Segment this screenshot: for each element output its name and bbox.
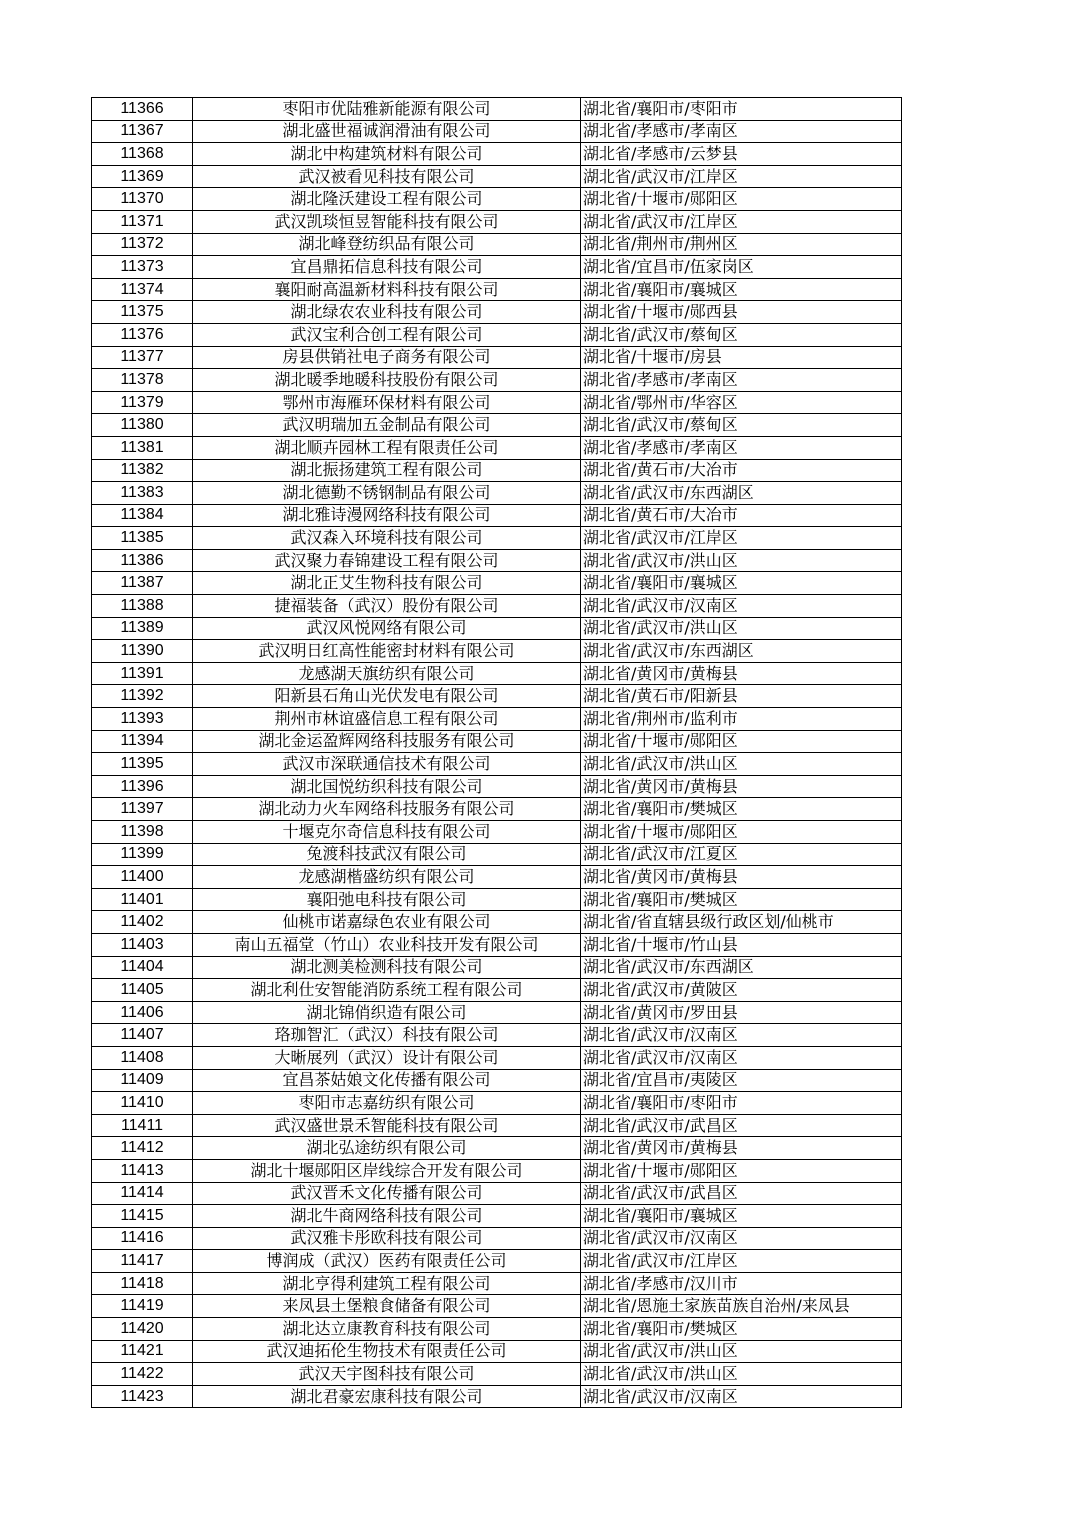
region-cell: 湖北省/孝感市/汉川市 (581, 1272, 902, 1295)
row-number-cell: 11379 (92, 391, 193, 414)
table-row (92, 165, 902, 188)
row-number-cell: 11410 (92, 1092, 193, 1115)
table-row (92, 1092, 902, 1115)
table-row (92, 143, 902, 166)
table-row (92, 933, 902, 956)
table-row (92, 572, 902, 595)
table-row (92, 1046, 902, 1069)
table-row (92, 1069, 902, 1092)
region-cell: 湖北省/黄冈市/黄梅县 (581, 775, 902, 798)
row-number-cell: 11412 (92, 1137, 193, 1160)
row-number-cell: 11404 (92, 956, 193, 979)
table-row (92, 685, 902, 708)
table-row (92, 256, 902, 279)
table-row (92, 1001, 902, 1024)
table-row (92, 1340, 902, 1363)
region-cell: 湖北省/武汉市/汉南区 (581, 1385, 902, 1408)
region-cell: 湖北省/黄冈市/黄梅县 (581, 1137, 902, 1160)
row-number-cell: 11408 (92, 1046, 193, 1069)
company-name-cell: 枣阳市志嘉纺织有限公司 (193, 1092, 581, 1115)
region-cell: 湖北省/武汉市/武昌区 (581, 1114, 902, 1137)
table-row (92, 1205, 902, 1228)
table-row (92, 233, 902, 256)
table-row (92, 1385, 902, 1408)
row-number-cell: 11423 (92, 1385, 193, 1408)
region-cell: 湖北省/襄阳市/襄城区 (581, 572, 902, 595)
region-cell: 湖北省/孝感市/云梦县 (581, 143, 902, 166)
table-row (92, 979, 902, 1002)
region-cell: 湖北省/十堰市/竹山县 (581, 933, 902, 956)
company-name-cell: 湖北锦俏织造有限公司 (193, 1001, 581, 1024)
row-number-cell: 11374 (92, 278, 193, 301)
table-row (92, 482, 902, 505)
row-number-cell: 11399 (92, 843, 193, 866)
region-cell: 湖北省/武汉市/东西湖区 (581, 640, 902, 663)
company-name-cell: 武汉被看见科技有限公司 (193, 165, 581, 188)
row-number-cell: 11386 (92, 549, 193, 572)
table-row (92, 753, 902, 776)
company-name-cell: 武汉风悦网络有限公司 (193, 617, 581, 640)
row-number-cell: 11377 (92, 346, 193, 369)
company-name-cell: 湖北中构建筑材料有限公司 (193, 143, 581, 166)
table-row (92, 346, 902, 369)
company-name-cell: 荆州市林谊盛信息工程有限公司 (193, 708, 581, 731)
region-cell: 湖北省/十堰市/房县 (581, 346, 902, 369)
table-row (92, 640, 902, 663)
company-name-cell: 湖北隆沃建设工程有限公司 (193, 188, 581, 211)
table-row (92, 323, 902, 346)
row-number-cell: 11419 (92, 1295, 193, 1318)
table-row (92, 301, 902, 324)
region-cell: 湖北省/武汉市/汉南区 (581, 1227, 902, 1250)
company-name-cell: 湖北弘途纺织有限公司 (193, 1137, 581, 1160)
row-number-cell: 11405 (92, 979, 193, 1002)
row-number-cell: 11372 (92, 233, 193, 256)
company-name-cell: 阳新县石角山光伏发电有限公司 (193, 685, 581, 708)
table-row (92, 369, 902, 392)
row-number-cell: 11384 (92, 504, 193, 527)
table-row (92, 459, 902, 482)
company-name-cell: 鄂州市海雁环保材料有限公司 (193, 391, 581, 414)
table-row (92, 798, 902, 821)
region-cell: 湖北省/襄阳市/樊城区 (581, 1318, 902, 1341)
row-number-cell: 11422 (92, 1363, 193, 1386)
company-name-cell: 博润成（武汉）医药有限责任公司 (193, 1250, 581, 1273)
row-number-cell: 11371 (92, 210, 193, 233)
region-cell: 湖北省/襄阳市/樊城区 (581, 888, 902, 911)
table-row (92, 1227, 902, 1250)
row-number-cell: 11370 (92, 188, 193, 211)
region-cell: 湖北省/荆州市/荆州区 (581, 233, 902, 256)
table-row (92, 98, 902, 121)
company-name-cell: 湖北十堰郧阳区岸线综合开发有限公司 (193, 1159, 581, 1182)
row-number-cell: 11398 (92, 821, 193, 844)
region-cell: 湖北省/孝感市/孝南区 (581, 369, 902, 392)
company-name-cell: 兔渡科技武汉有限公司 (193, 843, 581, 866)
table-row (92, 210, 902, 233)
table-row (92, 821, 902, 844)
row-number-cell: 11381 (92, 436, 193, 459)
company-name-cell: 珞珈智汇（武汉）科技有限公司 (193, 1024, 581, 1047)
region-cell: 湖北省/鄂州市/华容区 (581, 391, 902, 414)
table-row (92, 911, 902, 934)
company-name-cell: 来凤县土堡粮食储备有限公司 (193, 1295, 581, 1318)
region-cell: 湖北省/武汉市/汉南区 (581, 1024, 902, 1047)
company-name-cell: 湖北测美检测科技有限公司 (193, 956, 581, 979)
region-cell: 湖北省/宜昌市/伍家岗区 (581, 256, 902, 279)
region-cell: 湖北省/武汉市/洪山区 (581, 549, 902, 572)
company-name-cell: 湖北牛商网络科技有限公司 (193, 1205, 581, 1228)
row-number-cell: 11409 (92, 1069, 193, 1092)
row-number-cell: 11406 (92, 1001, 193, 1024)
region-cell: 湖北省/武汉市/洪山区 (581, 617, 902, 640)
row-number-cell: 11420 (92, 1318, 193, 1341)
company-name-cell: 湖北正艾生物科技有限公司 (193, 572, 581, 595)
company-name-cell: 湖北雅诗漫网络科技有限公司 (193, 504, 581, 527)
region-cell: 湖北省/武汉市/武昌区 (581, 1182, 902, 1205)
row-number-cell: 11403 (92, 933, 193, 956)
company-name-cell: 武汉盛世景禾智能科技有限公司 (193, 1114, 581, 1137)
company-name-cell: 武汉天宇图科技有限公司 (193, 1363, 581, 1386)
table-row (92, 866, 902, 889)
table-row (92, 278, 902, 301)
table-row (92, 391, 902, 414)
company-name-cell: 武汉迪拓伦生物技术有限责任公司 (193, 1340, 581, 1363)
region-cell: 湖北省/武汉市/江岸区 (581, 165, 902, 188)
region-cell: 湖北省/十堰市/郧阳区 (581, 188, 902, 211)
company-name-cell: 捷福装备（武汉）股份有限公司 (193, 595, 581, 618)
company-name-cell: 湖北亨得利建筑工程有限公司 (193, 1272, 581, 1295)
table-row (92, 775, 902, 798)
region-cell: 湖北省/省直辖县级行政区划/仙桃市 (581, 911, 902, 934)
table-row (92, 617, 902, 640)
company-name-cell: 武汉森入环境科技有限公司 (193, 527, 581, 550)
region-cell: 湖北省/襄阳市/襄城区 (581, 278, 902, 301)
row-number-cell: 11383 (92, 482, 193, 505)
table-row (92, 843, 902, 866)
table-row (92, 504, 902, 527)
company-name-cell: 湖北振扬建筑工程有限公司 (193, 459, 581, 482)
region-cell: 湖北省/黄冈市/黄梅县 (581, 662, 902, 685)
region-cell: 湖北省/黄冈市/罗田县 (581, 1001, 902, 1024)
row-number-cell: 11375 (92, 301, 193, 324)
row-number-cell: 11382 (92, 459, 193, 482)
region-cell: 湖北省/黄石市/阳新县 (581, 685, 902, 708)
table-row (92, 595, 902, 618)
table-row (92, 188, 902, 211)
row-number-cell: 11400 (92, 866, 193, 889)
table-row (92, 1272, 902, 1295)
region-cell: 湖北省/宜昌市/夷陵区 (581, 1069, 902, 1092)
region-cell: 湖北省/襄阳市/枣阳市 (581, 98, 902, 121)
table-row (92, 1363, 902, 1386)
row-number-cell: 11416 (92, 1227, 193, 1250)
company-name-cell: 湖北德勤不锈钢制品有限公司 (193, 482, 581, 505)
row-number-cell: 11393 (92, 708, 193, 731)
company-name-cell: 房县供销社电子商务有限公司 (193, 346, 581, 369)
company-name-cell: 武汉凯琰恒昱智能科技有限公司 (193, 210, 581, 233)
company-name-cell: 武汉雅卡彤欧科技有限公司 (193, 1227, 581, 1250)
table-row (92, 1250, 902, 1273)
table-row (92, 888, 902, 911)
company-name-cell: 宜昌鼎拓信息科技有限公司 (193, 256, 581, 279)
row-number-cell: 11390 (92, 640, 193, 663)
region-cell: 湖北省/武汉市/洪山区 (581, 753, 902, 776)
table-row (92, 956, 902, 979)
company-name-cell: 龙感湖天旗纺织有限公司 (193, 662, 581, 685)
company-name-cell: 武汉聚力春锦建设工程有限公司 (193, 549, 581, 572)
row-number-cell: 11376 (92, 323, 193, 346)
row-number-cell: 11413 (92, 1159, 193, 1182)
region-cell: 湖北省/荆州市/监利市 (581, 708, 902, 731)
row-number-cell: 11392 (92, 685, 193, 708)
region-cell: 湖北省/武汉市/蔡甸区 (581, 414, 902, 437)
company-list-table (91, 97, 902, 1408)
region-cell: 湖北省/武汉市/洪山区 (581, 1340, 902, 1363)
company-name-cell: 大晰展列（武汉）设计有限公司 (193, 1046, 581, 1069)
company-name-cell: 武汉明日红高性能密封材料有限公司 (193, 640, 581, 663)
company-name-cell: 武汉市深联通信技术有限公司 (193, 753, 581, 776)
table-row (92, 120, 902, 143)
region-cell: 湖北省/恩施土家族苗族自治州/来凤县 (581, 1295, 902, 1318)
region-cell: 湖北省/武汉市/洪山区 (581, 1363, 902, 1386)
row-number-cell: 11407 (92, 1024, 193, 1047)
table-row (92, 1024, 902, 1047)
table-row (92, 1159, 902, 1182)
row-number-cell: 11367 (92, 120, 193, 143)
table-row (92, 414, 902, 437)
row-number-cell: 11389 (92, 617, 193, 640)
company-name-cell: 襄阳耐高温新材料科技有限公司 (193, 278, 581, 301)
row-number-cell: 11415 (92, 1205, 193, 1228)
region-cell: 湖北省/武汉市/江岸区 (581, 210, 902, 233)
region-cell: 湖北省/襄阳市/樊城区 (581, 798, 902, 821)
table-row (92, 1114, 902, 1137)
table-row (92, 1137, 902, 1160)
row-number-cell: 11385 (92, 527, 193, 550)
company-name-cell: 襄阳弛电科技有限公司 (193, 888, 581, 911)
row-number-cell: 11397 (92, 798, 193, 821)
company-name-cell: 湖北顺卉园林工程有限责任公司 (193, 436, 581, 459)
company-name-cell: 湖北君豪宏康科技有限公司 (193, 1385, 581, 1408)
region-cell: 湖北省/十堰市/郧阳区 (581, 1159, 902, 1182)
region-cell: 湖北省/十堰市/郧西县 (581, 301, 902, 324)
row-number-cell: 11368 (92, 143, 193, 166)
row-number-cell: 11402 (92, 911, 193, 934)
company-name-cell: 武汉宝利合创工程有限公司 (193, 323, 581, 346)
row-number-cell: 11421 (92, 1340, 193, 1363)
region-cell: 湖北省/十堰市/郧阳区 (581, 821, 902, 844)
region-cell: 湖北省/武汉市/江岸区 (581, 1250, 902, 1273)
company-name-cell: 武汉明瑞加五金制品有限公司 (193, 414, 581, 437)
company-name-cell: 龙感湖楷盛纺织有限公司 (193, 866, 581, 889)
row-number-cell: 11395 (92, 753, 193, 776)
row-number-cell: 11380 (92, 414, 193, 437)
table-row (92, 527, 902, 550)
row-number-cell: 11369 (92, 165, 193, 188)
region-cell: 湖北省/襄阳市/枣阳市 (581, 1092, 902, 1115)
company-name-cell: 湖北金运盈辉网络科技服务有限公司 (193, 730, 581, 753)
row-number-cell: 11411 (92, 1114, 193, 1137)
company-name-cell: 仙桃市诺嘉绿色农业有限公司 (193, 911, 581, 934)
table-row (92, 1295, 902, 1318)
company-list-body (92, 98, 902, 1408)
region-cell: 湖北省/黄冈市/黄梅县 (581, 866, 902, 889)
row-number-cell: 11366 (92, 98, 193, 121)
region-cell: 湖北省/襄阳市/襄城区 (581, 1205, 902, 1228)
company-name-cell: 湖北绿农农业科技有限公司 (193, 301, 581, 324)
company-name-cell: 湖北峰登纺织品有限公司 (193, 233, 581, 256)
table-row (92, 708, 902, 731)
region-cell: 湖北省/孝感市/孝南区 (581, 120, 902, 143)
region-cell: 湖北省/武汉市/江夏区 (581, 843, 902, 866)
row-number-cell: 11391 (92, 662, 193, 685)
company-name-cell: 湖北盛世福诚润滑油有限公司 (193, 120, 581, 143)
region-cell: 湖北省/武汉市/江岸区 (581, 527, 902, 550)
row-number-cell: 11418 (92, 1272, 193, 1295)
row-number-cell: 11401 (92, 888, 193, 911)
row-number-cell: 11417 (92, 1250, 193, 1273)
row-number-cell: 11396 (92, 775, 193, 798)
region-cell: 湖北省/武汉市/蔡甸区 (581, 323, 902, 346)
table-row (92, 549, 902, 572)
table-row (92, 662, 902, 685)
company-name-cell: 湖北国悦纺织科技有限公司 (193, 775, 581, 798)
company-name-cell: 南山五福堂（竹山）农业科技开发有限公司 (193, 933, 581, 956)
row-number-cell: 11378 (92, 369, 193, 392)
company-name-cell: 武汉晋禾文化传播有限公司 (193, 1182, 581, 1205)
table-row (92, 1182, 902, 1205)
region-cell: 湖北省/黄石市/大冶市 (581, 504, 902, 527)
region-cell: 湖北省/孝感市/孝南区 (581, 436, 902, 459)
company-name-cell: 枣阳市优陆雅新能源有限公司 (193, 98, 581, 121)
company-name-cell: 湖北动力火车网络科技服务有限公司 (193, 798, 581, 821)
company-name-cell: 宜昌茶姑娘文化传播有限公司 (193, 1069, 581, 1092)
row-number-cell: 11388 (92, 595, 193, 618)
row-number-cell: 11373 (92, 256, 193, 279)
table-row (92, 730, 902, 753)
region-cell: 湖北省/武汉市/汉南区 (581, 595, 902, 618)
region-cell: 湖北省/武汉市/黄陂区 (581, 979, 902, 1002)
region-cell: 湖北省/武汉市/东西湖区 (581, 482, 902, 505)
row-number-cell: 11387 (92, 572, 193, 595)
company-name-cell: 湖北暖季地暖科技股份有限公司 (193, 369, 581, 392)
row-number-cell: 11394 (92, 730, 193, 753)
company-name-cell: 湖北达立康教育科技有限公司 (193, 1318, 581, 1341)
row-number-cell: 11414 (92, 1182, 193, 1205)
region-cell: 湖北省/黄石市/大冶市 (581, 459, 902, 482)
table-row (92, 1318, 902, 1341)
region-cell: 湖北省/十堰市/郧阳区 (581, 730, 902, 753)
table-row (92, 436, 902, 459)
company-name-cell: 湖北利仕安智能消防系统工程有限公司 (193, 979, 581, 1002)
region-cell: 湖北省/武汉市/汉南区 (581, 1046, 902, 1069)
company-name-cell: 十堰克尔奇信息科技有限公司 (193, 821, 581, 844)
region-cell: 湖北省/武汉市/东西湖区 (581, 956, 902, 979)
